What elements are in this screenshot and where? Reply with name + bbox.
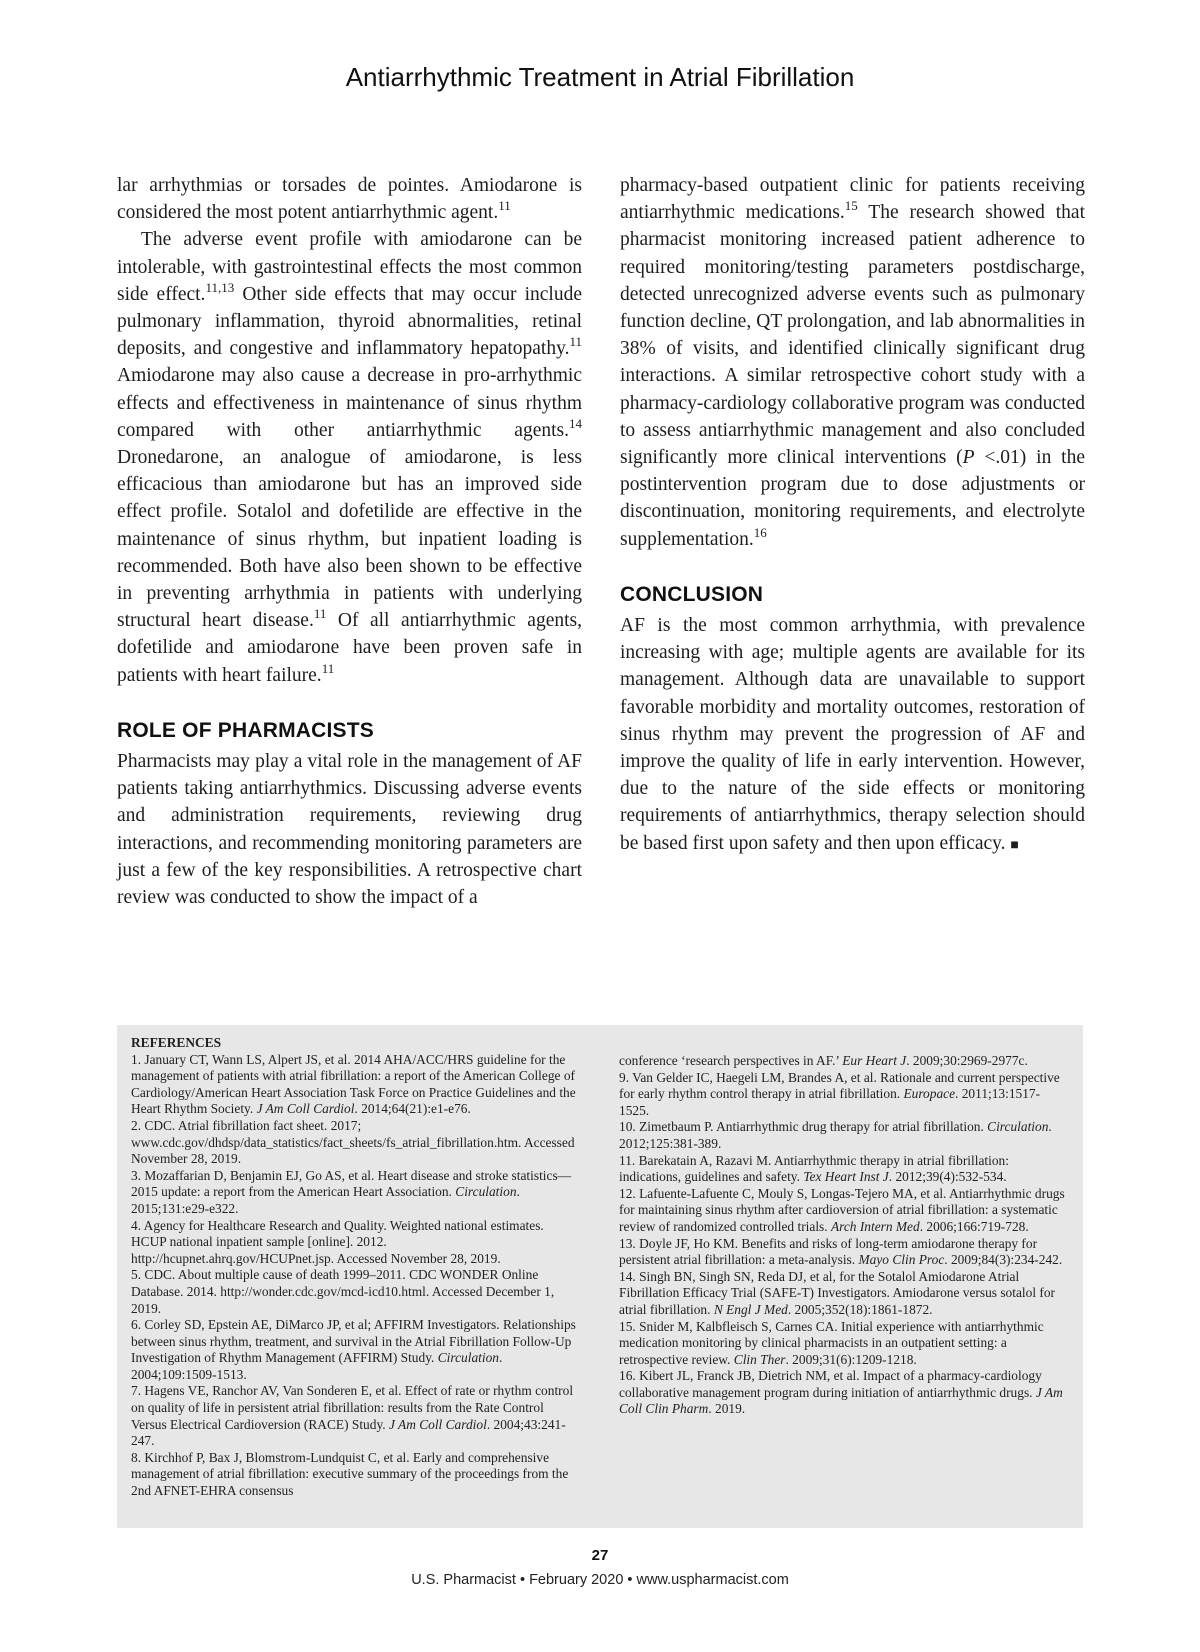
citation: 11	[569, 334, 582, 350]
paragraph: pharmacy-based outpatient clinic for patients receiving antiarrhythmic medications.$^{15}$ The research showed that pharmacist monitoring increased patient adherence to required monitoring/testing parameters postdischarge, detected unrecognized adverse events such as pulmonary function decline, QT prolongation, and lab abnormalities in 38% of visits, and identified clinically significant drug interactions. A similar retrospective cohort study with a pharmacy-cardiology collaborative program was conducted to assess antiarrhythmic management and also concluded significantly more clinical interventions (P <.01) in the postintervention program due to dose adjustments or discontinuation, monitoring requirements, and electrolyte supplementation.$^{16}$	[620, 175, 1085, 550]
page-number: 27	[591, 1547, 609, 1564]
page-title: Antiarrhythmic Treatment in Atrial Fibrillation	[345, 62, 855, 92]
reference-item: 8. Kirchhof P, Bax J, Blomstrom-Lundquist C, et al. Early and comprehensive management of atrial fibrillation: executive summary of the proceedings from the 2nd AFNET-EHRA consensus	[131, 1449, 569, 1499]
reference-item: 6. Corley SD, Epstein AE, DiMarco JP, et al; AFFIRM Investigators. Relationships between sinus rhythm, treatment, and survival in the Atrial Fibrillation Follow-Up Investigation of Rhythm Management (AFFIRM) Study. Circulation. 2004;109:1509-1513.	[131, 1317, 576, 1382]
paragraph: Pharmacists may play a vital role in the management of AF patients taking antiarrhythmics. Discussing adverse events and administration requirements, reviewing drug interactions, and recommending monitoring parameters are just a few of the key responsibilities. A retrospective chart review was conducted to show the impact of a	[117, 751, 582, 909]
references-right	[619, 1053, 1067, 1418]
footer-publication: U.S. Pharmacist • February 2020 • www.uspharmacist.com	[411, 1572, 789, 1588]
reference-item: 12. Lafuente-Lafuente C, Mouly S, Longas-Tejero MA, et al. Antiarrhythmic drugs for maintaining sinus rhythm after cardioversion of atrial fibrillation: a systematic review of randomized controlled trials. Arch Intern Med. 2006;166:719-728.	[619, 1185, 1065, 1234]
references-box	[117, 1025, 1083, 1528]
citation: 11	[498, 198, 511, 214]
paragraph: lar arrhythmias or torsades de pointes. Amiodarone is considered the most potent antiarrhythmic agent.$^{11}$	[117, 175, 582, 224]
citation: 14	[569, 415, 582, 431]
citation: 11,13	[205, 279, 235, 295]
right-column	[620, 172, 1085, 859]
reference-item: 10. Zimetbaum P. Antiarrhythmic drug therapy for atrial fibrillation. Circulation. 2012;125:381-389.	[619, 1119, 1052, 1151]
reference-item: conference ‘research perspectives in AF.’ Eur Heart J. 2009;30:2969-2977c.	[619, 1053, 1028, 1068]
reference-item: 9. Van Gelder IC, Haegeli LM, Brandes A, et al. Rationale and current perspective for early rhythm control therapy in atrial fibrillation. Europace. 2011;13:1517-1525.	[619, 1069, 1060, 1118]
reference-item: 4. Agency for Healthcare Research and Quality. Weighted national estimates. HCUP national inpatient sample [online]. 2012. http://hcupnet.ahrq.gov/HCUPnet.jsp. Accessed November 28, 2019.	[131, 1217, 544, 1266]
section-heading: CONCLUSION	[620, 582, 764, 606]
reference-item: 3. Mozaffarian D, Benjamin EJ, Go AS, et al. Heart disease and stroke statistics—2015 update: a report from the American Heart Association. Circulation. 2015;131:e29-e322.	[131, 1167, 572, 1216]
citation: 16	[753, 524, 767, 540]
reference-item: 5. CDC. About multiple cause of death 1999–2011. CDC WONDER Online Database. 2014. http://wonder.cdc.gov/mcd-icd10.html. Accessed December 1, 2019.	[131, 1267, 555, 1316]
citation: 15	[844, 198, 858, 214]
section-heading: ROLE OF PHARMACISTS	[117, 718, 374, 742]
left-column	[117, 172, 582, 911]
references-title: REFERENCES	[131, 1035, 222, 1050]
paragraph: The adverse event profile with amiodarone can be intolerable, with gastrointestinal effects the most common side effect.$^{11,13}$ Other side effects that may occur include pulmonary inflammation, thyroid abnormalities, retinal deposits, and congestive and inflammatory hepatopathy.$^{11}$ Amiodarone may also cause a decrease in pro-arrhythmic effects and effectiveness in maintenance of sinus rhythm compared with other antiarrhythmic agents.$^{14}$ Dronedarone, an analogue of amiodarone, is less efficacious than amiodarone but has an improved side effect profile. Sotalol and dofetilide are effective in the maintenance of sinus rhythm, but inpatient loading is recommended. Both have also been shown to be effective in preventing arrhythmia in patients with underlying structural heart disease.$^{11}$ Of all antiarrhythmic agents, dofetilide and amiodarone have been proven safe in patients with heart failure.$^{11}$	[117, 229, 582, 686]
end-mark-icon: ■	[1010, 837, 1019, 853]
reference-item: 2. CDC. Atrial fibrillation fact sheet. 2017; www.cdc.gov/dhdsp/data_statistics/fact_sheets/fs_atrial_fibrillation.htm. Accessed November 28, 2019.	[131, 1117, 575, 1167]
reference-item: 13. Doyle JF, Ho KM. Benefits and risks of long-term amiodarone therapy for persistent atrial fibrillation: a meta-analysis. Mayo Clin Proc. 2009;84(3):234-242.	[619, 1235, 1063, 1268]
reference-item: 11. Barekatain A, Razavi M. Antiarrhythmic therapy in atrial fibrillation: indications, guidelines and safety. Tex Heart Inst J. 2012;39(4):532-534.	[619, 1152, 1009, 1185]
reference-item: 1. January CT, Wann LS, Alpert JS, et al. 2014 AHA/ACC/HRS guideline for the management of patients with atrial fibrillation: a report of the American College of Cardiology/American Heart Association Task Force on Practice Guidelines and the Heart Rhythm Society. J Am Coll Cardiol. 2014;64(21):e1-e76.	[131, 1051, 576, 1117]
paragraph: AF is the most common arrhythmia, with prevalence increasing with age; multiple agents are available for its management. Although data are unavailable to support favorable morbidity and mortality outcomes, restoration of sinus rhythm may prevent the progression of AF and improve the quality of life in early intervention. However, due to the nature of the side effects or monitoring requirements of antiarrhythmics, therapy selection should be based first upon safety and then upon efficacy. ■	[620, 615, 1085, 854]
reference-item: 16. Kibert JL, Franck JB, Dietrich NM, et al. Impact of a pharmacy-cardiology collaborative management program during initiation of antiarrhythmic drugs. J Am Coll Clin Pharm. 2019.	[619, 1368, 1063, 1417]
reference-item: 14. Singh BN, Singh SN, Reda DJ, et al, for the Sotalol Amiodarone Atrial Fibrillation Efficacy Trial (SAFE-T) Investigators. Amiodarone versus sotalol for atrial fibrillation. N Engl J Med. 2005;352(18):1861-1872.	[619, 1268, 1055, 1317]
reference-item: 7. Hagens VE, Ranchor AV, Van Sonderen E, et al. Effect of rate or rhythm control on quality of life in persistent atrial fibrillation: results from the Rate Control Versus Electrical Cardioversion (RACE) Study. J Am Coll Cardiol. 2004;43:241-247.	[131, 1383, 574, 1449]
citation: 11	[321, 660, 335, 676]
citation: 11	[313, 606, 327, 622]
references-left	[131, 1035, 579, 1500]
reference-item: 15. Snider M, Kalbfleisch S, Carnes CA. Initial experience with antiarrhythmic medication monitoring by clinical pharmacists in an outpatient setting: a retrospective review. Clin Ther. 2009;31(6):1209-1218.	[619, 1318, 1044, 1367]
